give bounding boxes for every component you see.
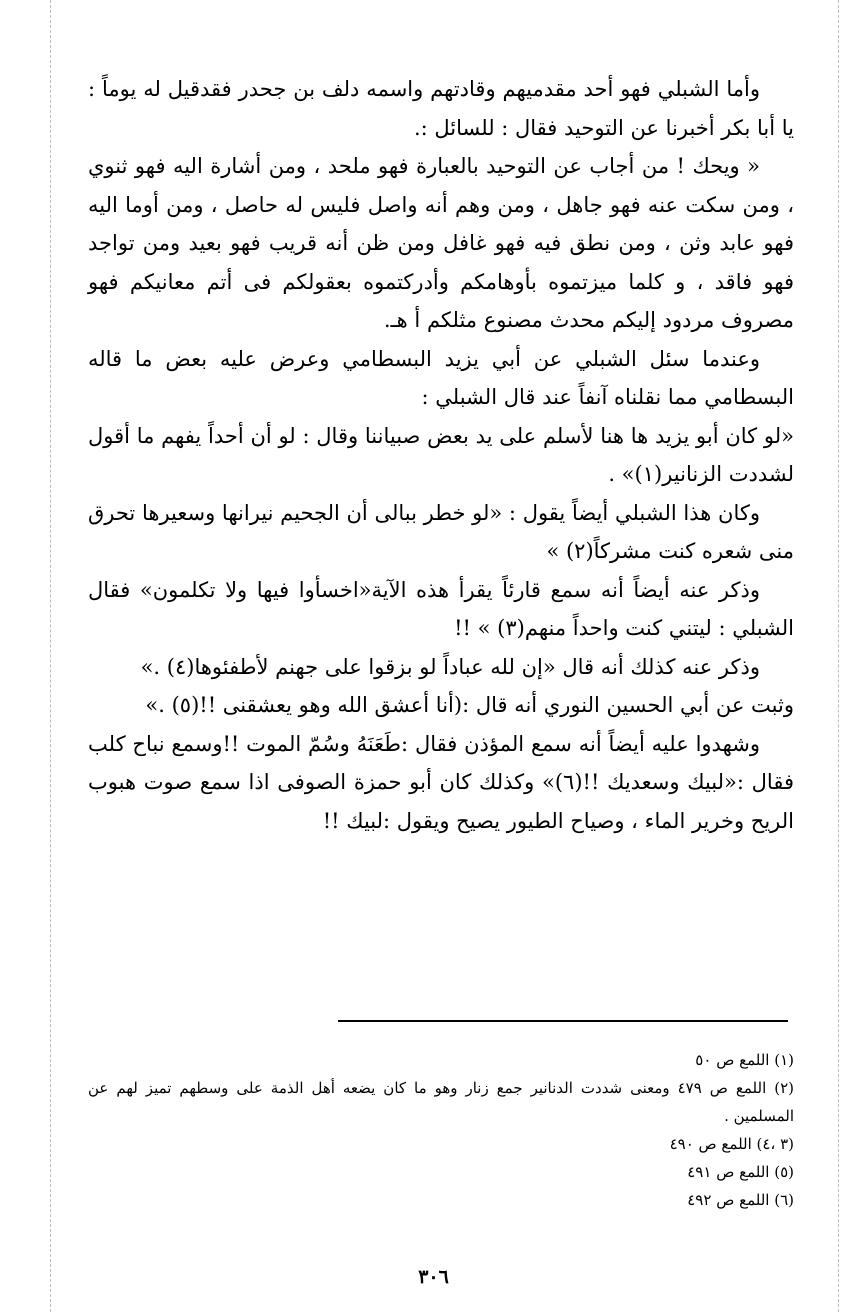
main-text — [88, 70, 794, 840]
paragraph-6: وذكر عنه أيضاً أنه سمع قارئاً يقرأ هذه الآية«اخسأوا فيها ولا تكلمون» فقال الشبلي : ليتني كنت واحداً منهم(٣) » !! — [88, 577, 794, 640]
paragraph-9: وشهدوا عليه أيضاً أنه سمع المؤذن فقال :طَعَنَهُ وسُمّ الموت !!وسمع نباح كلب فقال :«لبيك وسعديك !!(٦)» وكذلك كان أبو حمزة الصوفى اذا سمع صوت هبوب الريح وخرير الماء ، وصياح الطيور يصيح ويقول :لبيك !! — [88, 731, 794, 833]
right-margin-guide — [838, 0, 839, 1312]
paragraph-7: وذكر عنه كذلك أنه قال «إن لله عباداً لو بزقوا على جهنم لأطفئوها(٤) .» — [140, 654, 760, 679]
footnote-divider — [338, 1020, 788, 1022]
page-number: ٣٠٦ — [418, 1266, 449, 1288]
left-margin-guide — [50, 0, 51, 1312]
paragraph-3: وعندما سئل الشبلي عن أبي يزيد البسطامي وعرض عليه بعض ما قاله البسطامي مما نقلناه آنفاً عند قال الشبلي : — [88, 346, 794, 409]
footnote-5: (٦) اللمع ص ٤٩٢ — [687, 1191, 794, 1209]
paragraph-2: « ويحك ! من أجاب عن التوحيد بالعبارة فهو ملحد ، ومن أشارة اليه فهو ثنوي ، ومن سكت عنه فهو جاهل ، ومن وهم أنه واصل فليس له حاصل ، ومن أوما اليه فهو عابد وثن ، ومن نطق فيه فهو غافل ومن ظن أنه قريب فهو بعيد ومن تواجد فهو فاقد ، و كلما ميزتموه بأوهامكم وأدركتموه بعقولكم فى أتم معانيكم فهو مصروف مردود إليكم محدث مصنوع مثلكم أ هـ. — [88, 154, 795, 332]
footnotes — [88, 1046, 794, 1214]
footnote-1: (١) اللمع ص ٥٠ — [695, 1051, 794, 1069]
paragraph-1: وأما الشبلي فهو أحد مقدميهم وقادتهم واسمه دلف بن جحدر فقدقيل له يوماً : يا أبا بكر أخبرنا عن التوحيد فقال : للسائل :. — [88, 77, 794, 140]
paragraph-5: وكان هذا الشبلي أيضاً يقول : «لو خطر ببالى أن الجحيم نيرانها وسعيرها تحرق منى شعره كنت مشركاً(٢) » — [88, 500, 794, 563]
footnote-4: (٥) اللمع ص ٤٩١ — [687, 1163, 794, 1181]
paragraph-4: «لو كان أبو يزيد ها هنا لأسلم على يد بعض صبياننا وقال : لو أن أحداً يفهم ما أقول لشددت الزنانير(١)» . — [88, 423, 794, 486]
paragraph-8: وثبت عن أبي الحسين النوري أنه قال :(أنا أعشق الله وهو يعشقنى !!(٥) .» — [145, 693, 794, 717]
footnote-3: (٣ ،٤) اللمع ص ٤٩٠ — [669, 1135, 794, 1153]
footnote-2: (٢) اللمع ص ٤٧٩ ومعنى شددت الدنانير جمع زنار وهو ما كان يضعه أهل الذمة على وسطهم تميز لهم عن المسلمين . — [88, 1079, 794, 1125]
